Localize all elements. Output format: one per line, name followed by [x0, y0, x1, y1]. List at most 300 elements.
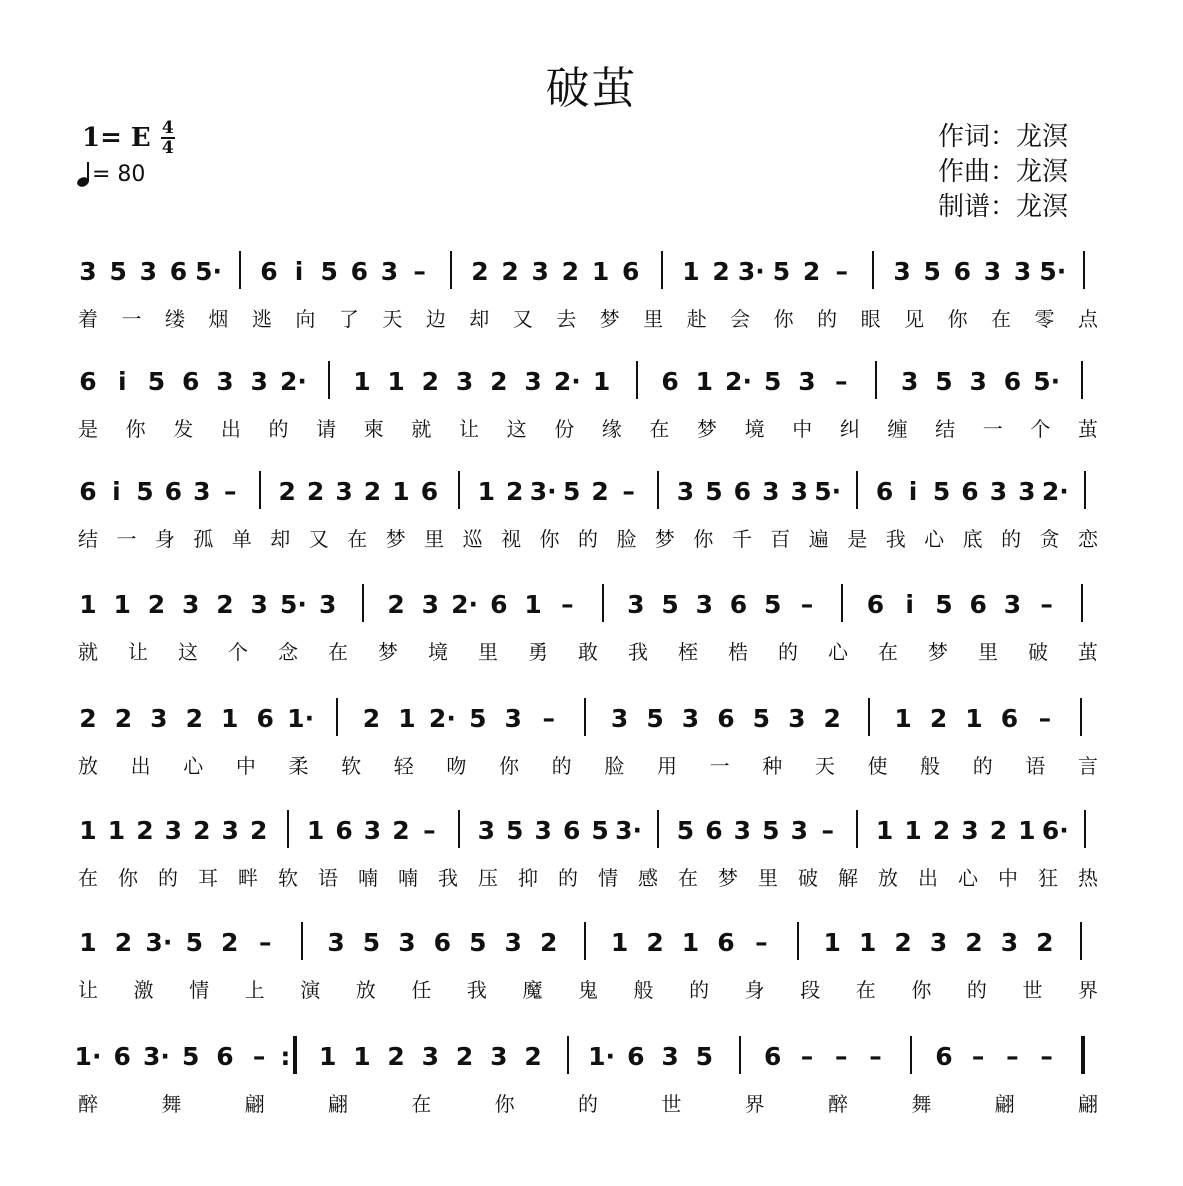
- note: 3: [531, 257, 549, 286]
- note: 3: [790, 477, 808, 506]
- time-signature-bottom: 4: [161, 138, 174, 158]
- note: 2: [932, 816, 951, 845]
- lyric-syllable: 视: [501, 527, 522, 551]
- lyric-syllable: 翩: [1078, 1092, 1098, 1116]
- lyric-syllable: 般: [920, 754, 941, 778]
- lyric-syllable: 是: [847, 527, 868, 551]
- lyric-syllable: 放: [78, 754, 98, 778]
- note: 2: [147, 590, 166, 619]
- lyric-syllable: 境: [428, 640, 448, 664]
- song-title: 破茧: [545, 63, 638, 114]
- note: 1: [107, 816, 126, 845]
- lyric-syllable: 结: [78, 527, 98, 551]
- note: 2: [802, 257, 821, 286]
- note: 1: [904, 816, 922, 845]
- lyric-syllable: 心: [183, 754, 204, 778]
- note: 1: [353, 367, 371, 396]
- lyric-syllable: 翩: [244, 1092, 265, 1116]
- note: 6: [216, 1042, 234, 1071]
- lyric-syllable: 发: [173, 417, 194, 441]
- lyric-syllable: 赴: [686, 307, 707, 331]
- lyric-syllable: 上: [244, 978, 265, 1002]
- lyric-syllable: 界: [744, 1092, 765, 1116]
- note: i: [908, 477, 918, 506]
- lyric-syllable: 的: [578, 1092, 598, 1116]
- note: 3: [327, 928, 345, 957]
- lyric-syllable: 的: [689, 978, 710, 1002]
- note: 6: [169, 257, 188, 286]
- lyric-syllable: 的: [817, 307, 838, 331]
- lyric-syllable: 翩: [328, 1092, 348, 1116]
- note: 3: [762, 477, 780, 506]
- note: 3: [380, 257, 399, 286]
- barline: [458, 471, 460, 509]
- lyric-syllable: 梦: [718, 866, 738, 890]
- lyric-syllable: 情: [598, 866, 618, 890]
- note: 6: [490, 590, 508, 619]
- lyric-syllable: 了: [338, 307, 359, 331]
- lyric-syllable: 境: [744, 417, 765, 441]
- note: 2: [455, 1042, 474, 1071]
- lyric-syllable: 感: [638, 866, 658, 890]
- note: 2: [894, 928, 912, 957]
- note: 6: [256, 704, 274, 733]
- note: 6: [433, 928, 452, 957]
- barline: [636, 361, 638, 399]
- lyric-syllable: 孤: [193, 527, 214, 551]
- note: 1: [79, 590, 97, 619]
- note: 2: [79, 704, 97, 733]
- lyric-syllable: 软: [278, 866, 298, 890]
- note: 5: [185, 928, 204, 957]
- lyric-syllable: 的: [268, 417, 289, 441]
- note: 6: [79, 477, 97, 506]
- note: 1: [610, 928, 629, 957]
- lyric-syllable: 个: [1030, 417, 1051, 441]
- note: 2: [506, 477, 524, 506]
- note: 5: [923, 257, 941, 286]
- note: 3: [1003, 590, 1022, 619]
- lyric-syllable: 世: [661, 1092, 682, 1116]
- note: 3: [983, 257, 1002, 286]
- lyric-syllable: 出: [130, 754, 151, 778]
- note: 2·: [428, 704, 456, 733]
- note: 5: [182, 1042, 200, 1071]
- note: –: [821, 816, 834, 845]
- lyric-syllable: 段: [800, 978, 821, 1002]
- note: 3: [681, 704, 700, 733]
- note: 1: [682, 257, 700, 286]
- lyric-syllable: 用: [656, 754, 677, 778]
- note: –: [869, 1042, 882, 1071]
- note: 5: [661, 590, 679, 619]
- lyric-syllable: 在: [347, 527, 368, 551]
- barline: [458, 810, 460, 848]
- note: –: [622, 477, 635, 506]
- note: 3: [504, 928, 522, 957]
- lyric-syllable: 在: [855, 978, 876, 1002]
- note: 2: [185, 704, 204, 733]
- note: i: [117, 367, 127, 396]
- lyric-syllable: 茧: [1078, 640, 1098, 664]
- note: 3: [989, 477, 1008, 506]
- lyric-syllable: 敢: [578, 640, 598, 664]
- quarter-note-icon: [76, 160, 92, 188]
- lyric-syllable: 的: [972, 754, 993, 778]
- note: 6: [764, 1042, 782, 1071]
- lyric-syllable: 心: [924, 527, 945, 551]
- note: 3: [788, 704, 806, 733]
- tempo-marking: [76, 160, 145, 188]
- note: 6: [79, 367, 97, 396]
- note: 5: [320, 257, 338, 286]
- barline: [584, 698, 586, 736]
- lyric-syllable: 里: [978, 640, 998, 664]
- note: 3: [164, 816, 183, 845]
- note: 3: [1000, 928, 1019, 957]
- note: 3: [676, 477, 695, 506]
- note: 3: [139, 257, 157, 286]
- note: 1: [221, 704, 239, 733]
- note: 2: [989, 816, 1008, 845]
- lyric-syllable: 吻: [446, 754, 467, 778]
- lyric-syllable: 种: [762, 754, 783, 778]
- lyric-syllable: 你: [911, 978, 932, 1002]
- lyric-syllable: 中: [792, 417, 813, 441]
- lyric-syllable: 使: [867, 754, 888, 778]
- note: 6: [1003, 367, 1022, 396]
- lyric-syllable: 轻: [393, 754, 414, 778]
- lyric-syllable: 破: [798, 866, 818, 890]
- lyric-syllable: 梦: [697, 417, 718, 441]
- note: 5·: [814, 477, 842, 506]
- note: 5·: [279, 590, 307, 619]
- note: 5: [591, 816, 609, 845]
- note: –: [800, 590, 814, 619]
- note: 3: [318, 590, 337, 619]
- lyric-syllable: 会: [730, 307, 751, 331]
- lyric-syllable: 底: [962, 527, 983, 551]
- note: 6: [935, 1042, 953, 1071]
- note: 3: [477, 816, 495, 845]
- lyric-syllable: 天: [382, 307, 403, 331]
- lyric-syllable: 勇: [528, 640, 548, 664]
- note: 3: [610, 704, 629, 733]
- note: –: [258, 928, 272, 957]
- lyric-syllable: 耳: [198, 866, 218, 890]
- lyric-syllable: 中: [235, 754, 256, 778]
- lyric-syllable: 念: [278, 640, 298, 664]
- note: –: [413, 257, 426, 286]
- lyric-syllable: 逃: [251, 307, 272, 331]
- lyric-syllable: 激: [133, 978, 154, 1002]
- lyric-syllable: 梦: [599, 307, 620, 331]
- note: 3: [961, 816, 979, 845]
- note: 1·: [588, 1042, 615, 1071]
- note: 2: [539, 928, 558, 957]
- note: 6: [113, 1042, 131, 1071]
- barline: [287, 810, 289, 848]
- lyric-syllable: 界: [1078, 978, 1098, 1002]
- lyric-syllable: 出: [918, 866, 938, 890]
- credits: [938, 120, 1068, 225]
- tempo-value: = 80: [92, 161, 146, 187]
- note: –: [542, 704, 555, 733]
- note: 6: [953, 257, 972, 286]
- note: 5: [506, 816, 524, 845]
- score-system: [0, 355, 1183, 465]
- note: 1: [695, 367, 713, 396]
- barline: [856, 810, 858, 848]
- lyric-syllable: 心: [958, 866, 978, 890]
- note: –: [1006, 1042, 1019, 1071]
- lyric-syllable: 向: [295, 307, 316, 331]
- lyric-syllable: 中: [998, 866, 1018, 890]
- note: 1: [965, 704, 983, 733]
- note: 2: [965, 928, 983, 957]
- note: 1: [392, 477, 410, 506]
- lyric-syllable: 言: [1078, 754, 1098, 778]
- note: 6: [733, 477, 752, 506]
- note: 6: [705, 816, 723, 845]
- lyric-syllable: 单: [231, 527, 252, 551]
- barline: [336, 698, 338, 736]
- lyric-syllable: 却: [469, 307, 490, 331]
- lyric-syllable: 的: [966, 978, 987, 1002]
- lyric-syllable: 身: [744, 978, 765, 1002]
- note: 5·: [1039, 257, 1067, 286]
- lyric-syllable: 解: [838, 866, 858, 890]
- lyric-syllable: 的: [578, 527, 598, 551]
- lyric-syllable: 又: [308, 527, 329, 551]
- lyric-syllable: 你: [118, 866, 138, 890]
- note: 2·: [1041, 477, 1069, 506]
- note: 3: [893, 257, 911, 286]
- lyric-syllable: 里: [424, 527, 445, 551]
- lyric-syllable: 你: [499, 754, 520, 778]
- note: 2·: [553, 367, 581, 396]
- note: 6: [335, 816, 353, 845]
- lyric-syllable: 让: [458, 417, 479, 441]
- lyric-syllable: 烟: [208, 307, 229, 331]
- lyric-syllable: 的: [558, 866, 578, 890]
- note: 2: [114, 704, 133, 733]
- note: 3: [504, 704, 522, 733]
- note: 2: [524, 1042, 542, 1071]
- note: 5: [469, 928, 487, 957]
- barline: [1081, 361, 1083, 399]
- lyric-syllable: 语: [318, 866, 338, 890]
- barline: [1083, 251, 1085, 289]
- note: 3: [421, 590, 440, 619]
- lyric-syllable: 心: [828, 640, 848, 664]
- note: i: [112, 477, 121, 506]
- lyric-syllable: 一: [116, 527, 137, 551]
- note: 5: [695, 1042, 713, 1071]
- lyric-syllable: 请: [316, 417, 337, 441]
- lyric-syllable: 让: [78, 978, 98, 1002]
- barline: [1081, 584, 1083, 622]
- lyric-syllable: 任: [411, 978, 432, 1002]
- note: 1: [113, 590, 131, 619]
- lyric-syllable: 就: [411, 417, 432, 441]
- note: 1: [591, 257, 610, 286]
- note: –: [423, 816, 436, 845]
- key-label: 1= E: [82, 123, 151, 153]
- note: 1: [858, 928, 877, 957]
- lyric-syllable: 演: [300, 978, 321, 1002]
- lyric-syllable: 魔: [522, 978, 543, 1002]
- lyric-syllable: 在: [411, 1092, 432, 1116]
- note: 2: [823, 704, 841, 733]
- note: 3: [216, 367, 234, 396]
- note: –: [561, 590, 574, 619]
- lyric-syllable: 在: [678, 866, 698, 890]
- lyric-syllable: 柔: [288, 754, 309, 778]
- lyric-syllable: 脸: [616, 527, 637, 551]
- note: 3·: [145, 928, 173, 957]
- lyricist-credit: 作词：龙溟: [938, 122, 1069, 152]
- lyric-syllable: 天: [814, 754, 835, 778]
- note: 2: [929, 704, 948, 733]
- lyric-syllable: 舞: [911, 1092, 932, 1116]
- note: 2: [387, 590, 405, 619]
- barline: [841, 584, 843, 622]
- note: 6: [961, 477, 979, 506]
- lyric-syllable: 出: [220, 417, 241, 441]
- barline: [739, 1036, 741, 1074]
- lyric-syllable: 一: [982, 417, 1003, 441]
- lyric-syllable: 的: [551, 754, 572, 778]
- lyric-syllable: 又: [512, 307, 533, 331]
- note: 6: [350, 257, 369, 286]
- note: 6·: [1041, 816, 1069, 845]
- lyric-syllable: 放: [355, 978, 376, 1002]
- lyric-syllable: 脸: [604, 754, 625, 778]
- note: 5: [109, 257, 127, 286]
- note: 1: [387, 367, 405, 396]
- barline: [1081, 1036, 1085, 1074]
- note: 6: [717, 704, 735, 733]
- note: 2·: [451, 590, 479, 619]
- lyric-syllable: 梏: [728, 640, 748, 664]
- note: 2: [591, 477, 609, 506]
- note: 6: [969, 590, 987, 619]
- note: 2: [646, 928, 664, 957]
- note: 2: [278, 477, 296, 506]
- lyric-syllable: 身: [154, 527, 175, 551]
- note: 5: [932, 477, 951, 506]
- note: 2: [306, 477, 325, 506]
- note: 6: [562, 816, 581, 845]
- score-system: [0, 465, 1183, 575]
- barline: [328, 361, 330, 399]
- note: 1: [79, 816, 97, 845]
- barline: [910, 1036, 912, 1074]
- note: 3: [79, 257, 97, 286]
- note: –: [971, 1042, 985, 1071]
- lyric-syllable: 却: [270, 527, 291, 551]
- lyric-syllable: 的: [1001, 527, 1022, 551]
- repeat-sign: :: [280, 1042, 291, 1071]
- lyric-syllable: 这: [506, 417, 527, 441]
- lyric-syllable: 见: [904, 307, 925, 331]
- note: 2: [216, 590, 234, 619]
- note: 3: [182, 590, 200, 619]
- lyric-syllable: 你: [773, 307, 794, 331]
- lyric-syllable: 畔: [238, 866, 258, 890]
- note: 3: [398, 928, 416, 957]
- note: –: [1040, 590, 1053, 619]
- note: 2: [136, 816, 154, 845]
- barline: [362, 584, 364, 622]
- lyric-syllable: 个: [228, 640, 248, 664]
- lyric-syllable: 缘: [601, 417, 622, 441]
- note: 6: [717, 928, 735, 957]
- score-system: [0, 916, 1183, 1026]
- note: 2: [193, 816, 211, 845]
- note: 5: [469, 704, 487, 733]
- note: i: [905, 590, 914, 619]
- note: 3: [490, 1042, 508, 1071]
- lyric-syllable: 在: [878, 640, 898, 664]
- lyric-syllable: 在: [649, 417, 670, 441]
- note: 2: [114, 928, 133, 957]
- key-signature: [82, 120, 175, 156]
- barline: [657, 471, 659, 509]
- note: 3: [929, 928, 948, 957]
- barline: [567, 1036, 569, 1074]
- note: –: [755, 928, 768, 957]
- note: 3: [790, 816, 808, 845]
- note: 2: [501, 257, 519, 286]
- lyric-syllable: 零: [1034, 307, 1055, 331]
- lyric-syllable: 桎: [678, 640, 698, 664]
- note: –: [224, 477, 237, 506]
- lyric-syllable: 你: [947, 307, 968, 331]
- note: 3·: [737, 257, 765, 286]
- lyric-syllable: 眼: [860, 307, 881, 331]
- barline: [293, 1036, 297, 1074]
- note: 5: [136, 477, 154, 506]
- note: 1·: [287, 704, 315, 733]
- note: 6: [866, 590, 885, 619]
- lyric-syllable: 里: [643, 307, 664, 331]
- note: 1: [524, 590, 542, 619]
- lyric-syllable: 抑: [518, 866, 538, 890]
- note: 6: [621, 257, 640, 286]
- lyric-syllable: 缠: [887, 417, 908, 441]
- barline: [875, 361, 877, 399]
- barline: [797, 922, 799, 960]
- lyric-syllable: 梦: [654, 527, 675, 551]
- note: 1: [398, 704, 416, 733]
- score-system: [0, 692, 1183, 802]
- lyric-syllable: 是: [78, 417, 98, 441]
- note: 5: [362, 928, 381, 957]
- note: 3·: [615, 816, 643, 845]
- note: 3: [363, 816, 382, 845]
- note: 1: [894, 704, 912, 733]
- barline: [872, 251, 874, 289]
- lyric-syllable: 茧: [1078, 417, 1098, 441]
- lyric-syllable: 梦: [385, 527, 406, 551]
- note: 2: [490, 367, 508, 396]
- lyric-syllable: 狂: [1038, 866, 1058, 890]
- note: 5: [676, 816, 695, 845]
- time-signature-top: 4: [161, 118, 174, 138]
- note: 1: [318, 1042, 337, 1071]
